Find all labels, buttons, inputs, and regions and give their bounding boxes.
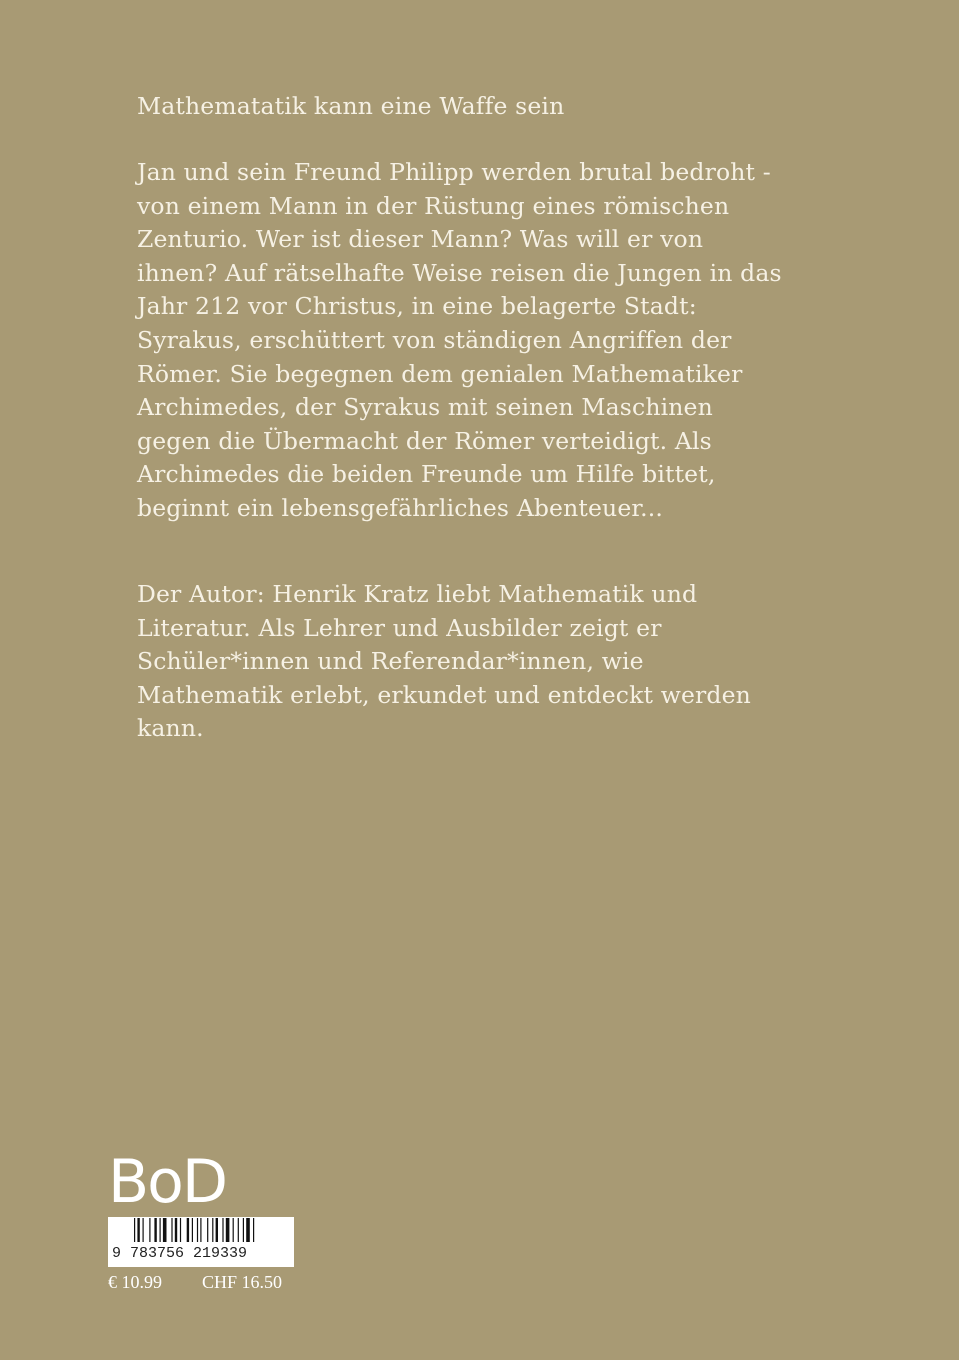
blurb-line: gegen die Übermacht der Römer verteidigt. Als xyxy=(137,426,712,455)
blurb-line: beginnt ein lebensgefährliches Abenteuer... xyxy=(137,493,664,522)
blurb-line: von einem Mann in der Rüstung eines römischen xyxy=(137,191,730,220)
barcode-bars-icon xyxy=(134,1218,292,1248)
blurb-line: Archimedes, der Syrakus mit seinen Maschinen xyxy=(137,393,713,422)
author-bio xyxy=(137,578,837,746)
blurb-line: Archimedes die beiden Freunde um Hilfe bittet, xyxy=(137,460,716,489)
price-chf: CHF 16.50 xyxy=(202,1272,283,1292)
author-line: kann. xyxy=(137,714,204,743)
author-line: Schüler*innen und Referendar*innen, wie xyxy=(137,647,644,676)
blurb-line: Zenturio. Wer ist dieser Mann? Was will er von xyxy=(137,225,704,254)
author-line: Der Autor: Henrik Kratz liebt Mathematik und xyxy=(137,580,698,608)
blurb-line: Syrakus, erschüttert von ständigen Angriffen der xyxy=(137,325,732,354)
price-eur: € 10.99 xyxy=(108,1272,162,1292)
blurb-line: ihnen? Auf rätselhafte Weise reisen die Jungen in das xyxy=(137,258,782,287)
blurb-line: Jahr 212 vor Christus, in eine belagerte Stadt: xyxy=(137,292,697,321)
blurb-paragraph xyxy=(137,156,837,526)
tagline-text: Mathematatik kann eine Waffe sein xyxy=(137,92,565,120)
author-line: Mathematik erlebt, erkundet und entdeckt werden xyxy=(137,680,751,709)
blurb-line: Jan und sein Freund Philipp werden brutal bedroht - xyxy=(137,158,771,186)
isbn-barcode xyxy=(108,1217,294,1267)
author-line: Literatur. Als Lehrer und Ausbilder zeigt er xyxy=(137,613,662,642)
blurb-line: Römer. Sie begegnen dem genialen Mathematiker xyxy=(137,359,743,388)
tagline xyxy=(137,90,837,124)
publisher-logo: BoD xyxy=(108,1147,227,1217)
isbn-digits: 9 783756 219339 xyxy=(112,1245,248,1262)
